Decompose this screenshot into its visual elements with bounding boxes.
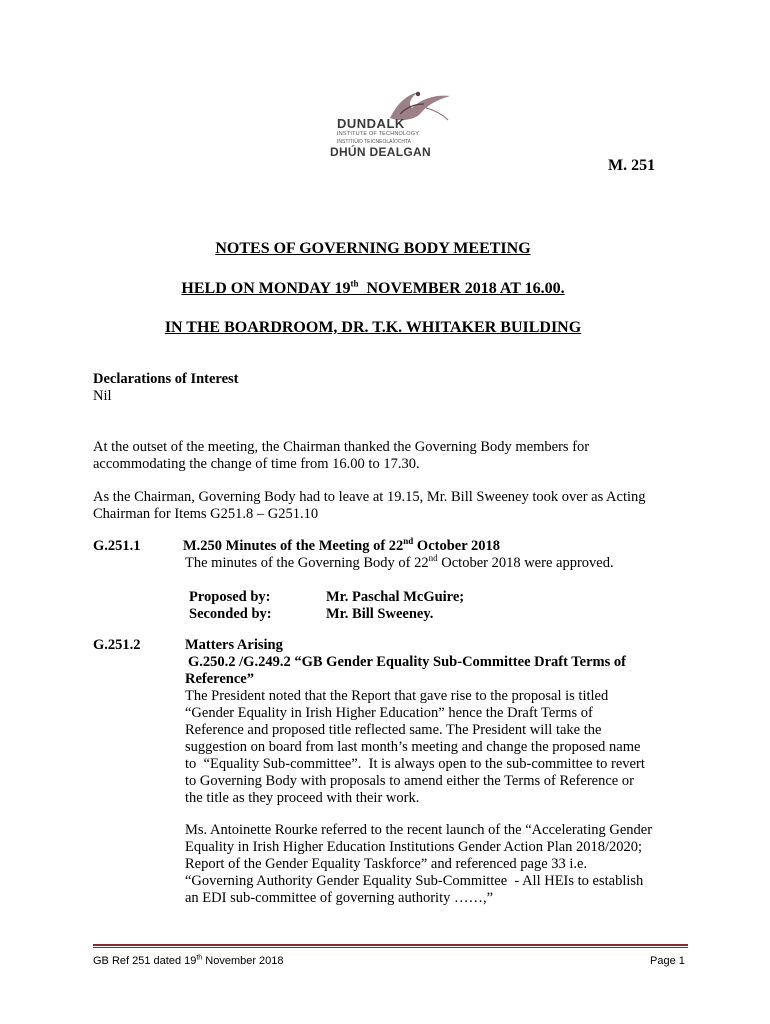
declarations-heading: Declarations of Interest xyxy=(93,371,239,387)
item-subheading: G.250.2 /G.249.2 “GB Gender Equality Sub-Committee Draft Terms of xyxy=(188,654,626,670)
declarations-value: Nil xyxy=(93,388,112,404)
item-number: G.251.1 xyxy=(93,538,141,554)
text-line: “Governing Authority Gender Equality Sub-Committee - All HEIs to establish xyxy=(185,873,644,889)
item-number: G.251.2 xyxy=(93,637,141,653)
text-line: to Governing Body with proposals to amend either the Terms of Reference or xyxy=(185,773,634,789)
item-heading: M.250 Minutes of the Meeting of 22nd October 2018 xyxy=(183,536,501,554)
document-title: NOTES OF GOVERNING BODY MEETING xyxy=(215,240,531,257)
text-line: Report of the Gender Equality Taskforce” and referenced page 33 i.e. xyxy=(185,856,588,872)
logo-irish-name: DHÚN DEALGAN xyxy=(330,145,431,159)
text-line: At the outset of the meeting, the Chairman thanked the Governing Body members for xyxy=(93,439,590,455)
acting-chair-paragraph xyxy=(93,489,646,523)
intro-paragraph xyxy=(93,439,589,473)
text-line: suggestion on board from last month’s meeting and change the proposed name xyxy=(185,739,641,755)
seconded-label: Seconded by: xyxy=(189,606,272,622)
footer-rule xyxy=(93,944,688,946)
text-line: to “Equality Sub-committee”. It is always open to the sub-committee to revert xyxy=(185,756,645,772)
proposed-label: Proposed by: xyxy=(189,589,271,605)
seconded-value: Mr. Bill Sweeney. xyxy=(326,606,434,622)
text-line: The President noted that the Report that gave rise to the proposal is titled xyxy=(185,688,609,704)
item-heading: Matters Arising xyxy=(185,637,283,653)
text-line: an EDI sub-committee of governing authority ……,” xyxy=(185,890,494,906)
institute-logo xyxy=(330,88,456,160)
proposed-value: Mr. Paschal McGuire; xyxy=(326,589,465,605)
text-line: the title as they proceed with their work. xyxy=(185,790,420,806)
logo-name: DUNDALK xyxy=(337,116,405,131)
rourke-paragraph xyxy=(185,822,695,907)
logo-irish-subtitle: INSTITIÚID TEICNEOLAÍOCHTA xyxy=(337,139,411,145)
page-number: Page 1 xyxy=(650,955,685,967)
footer-rule-thin xyxy=(93,947,688,948)
item-subheading-cont: Reference” xyxy=(185,671,254,687)
text-line: accommodating the change of time from 16.00 to 17.30. xyxy=(93,456,420,472)
logo-subtitle: INSTITUTE OF TECHNOLOGY xyxy=(337,131,420,137)
text-line: Ms. Antoinette Rourke referred to the recent launch of the “Accelerating Gender xyxy=(185,822,653,838)
meeting-location-title: IN THE BOARDROOM, DR. T.K. WHITAKER BUILDING xyxy=(164,319,582,336)
president-paragraph xyxy=(185,688,695,807)
item-text: The minutes of the Governing Body of 22nd October 2018 were approved. xyxy=(185,553,614,571)
text-line: “Gender Equality in Irish Higher Education” hence the Draft Terms of xyxy=(185,705,593,721)
text-line: Chairman for Items G251.8 – G251.10 xyxy=(93,506,319,522)
meeting-date-title: HELD ON MONDAY 19th NOVEMBER 2018 AT 16.00. xyxy=(181,278,565,297)
text-line: Equality in Irish Higher Education Institutions Gender Action Plan 2018/2020; xyxy=(185,839,643,855)
footer-reference: GB Ref 251 dated 19th November 2018 xyxy=(93,954,284,967)
minute-reference: M. 251 xyxy=(608,157,656,174)
text-line: As the Chairman, Governing Body had to leave at 19.15, Mr. Bill Sweeney took over as Acting xyxy=(93,489,646,505)
text-line: Reference and proposed title reflected same. The President will take the xyxy=(185,722,602,738)
